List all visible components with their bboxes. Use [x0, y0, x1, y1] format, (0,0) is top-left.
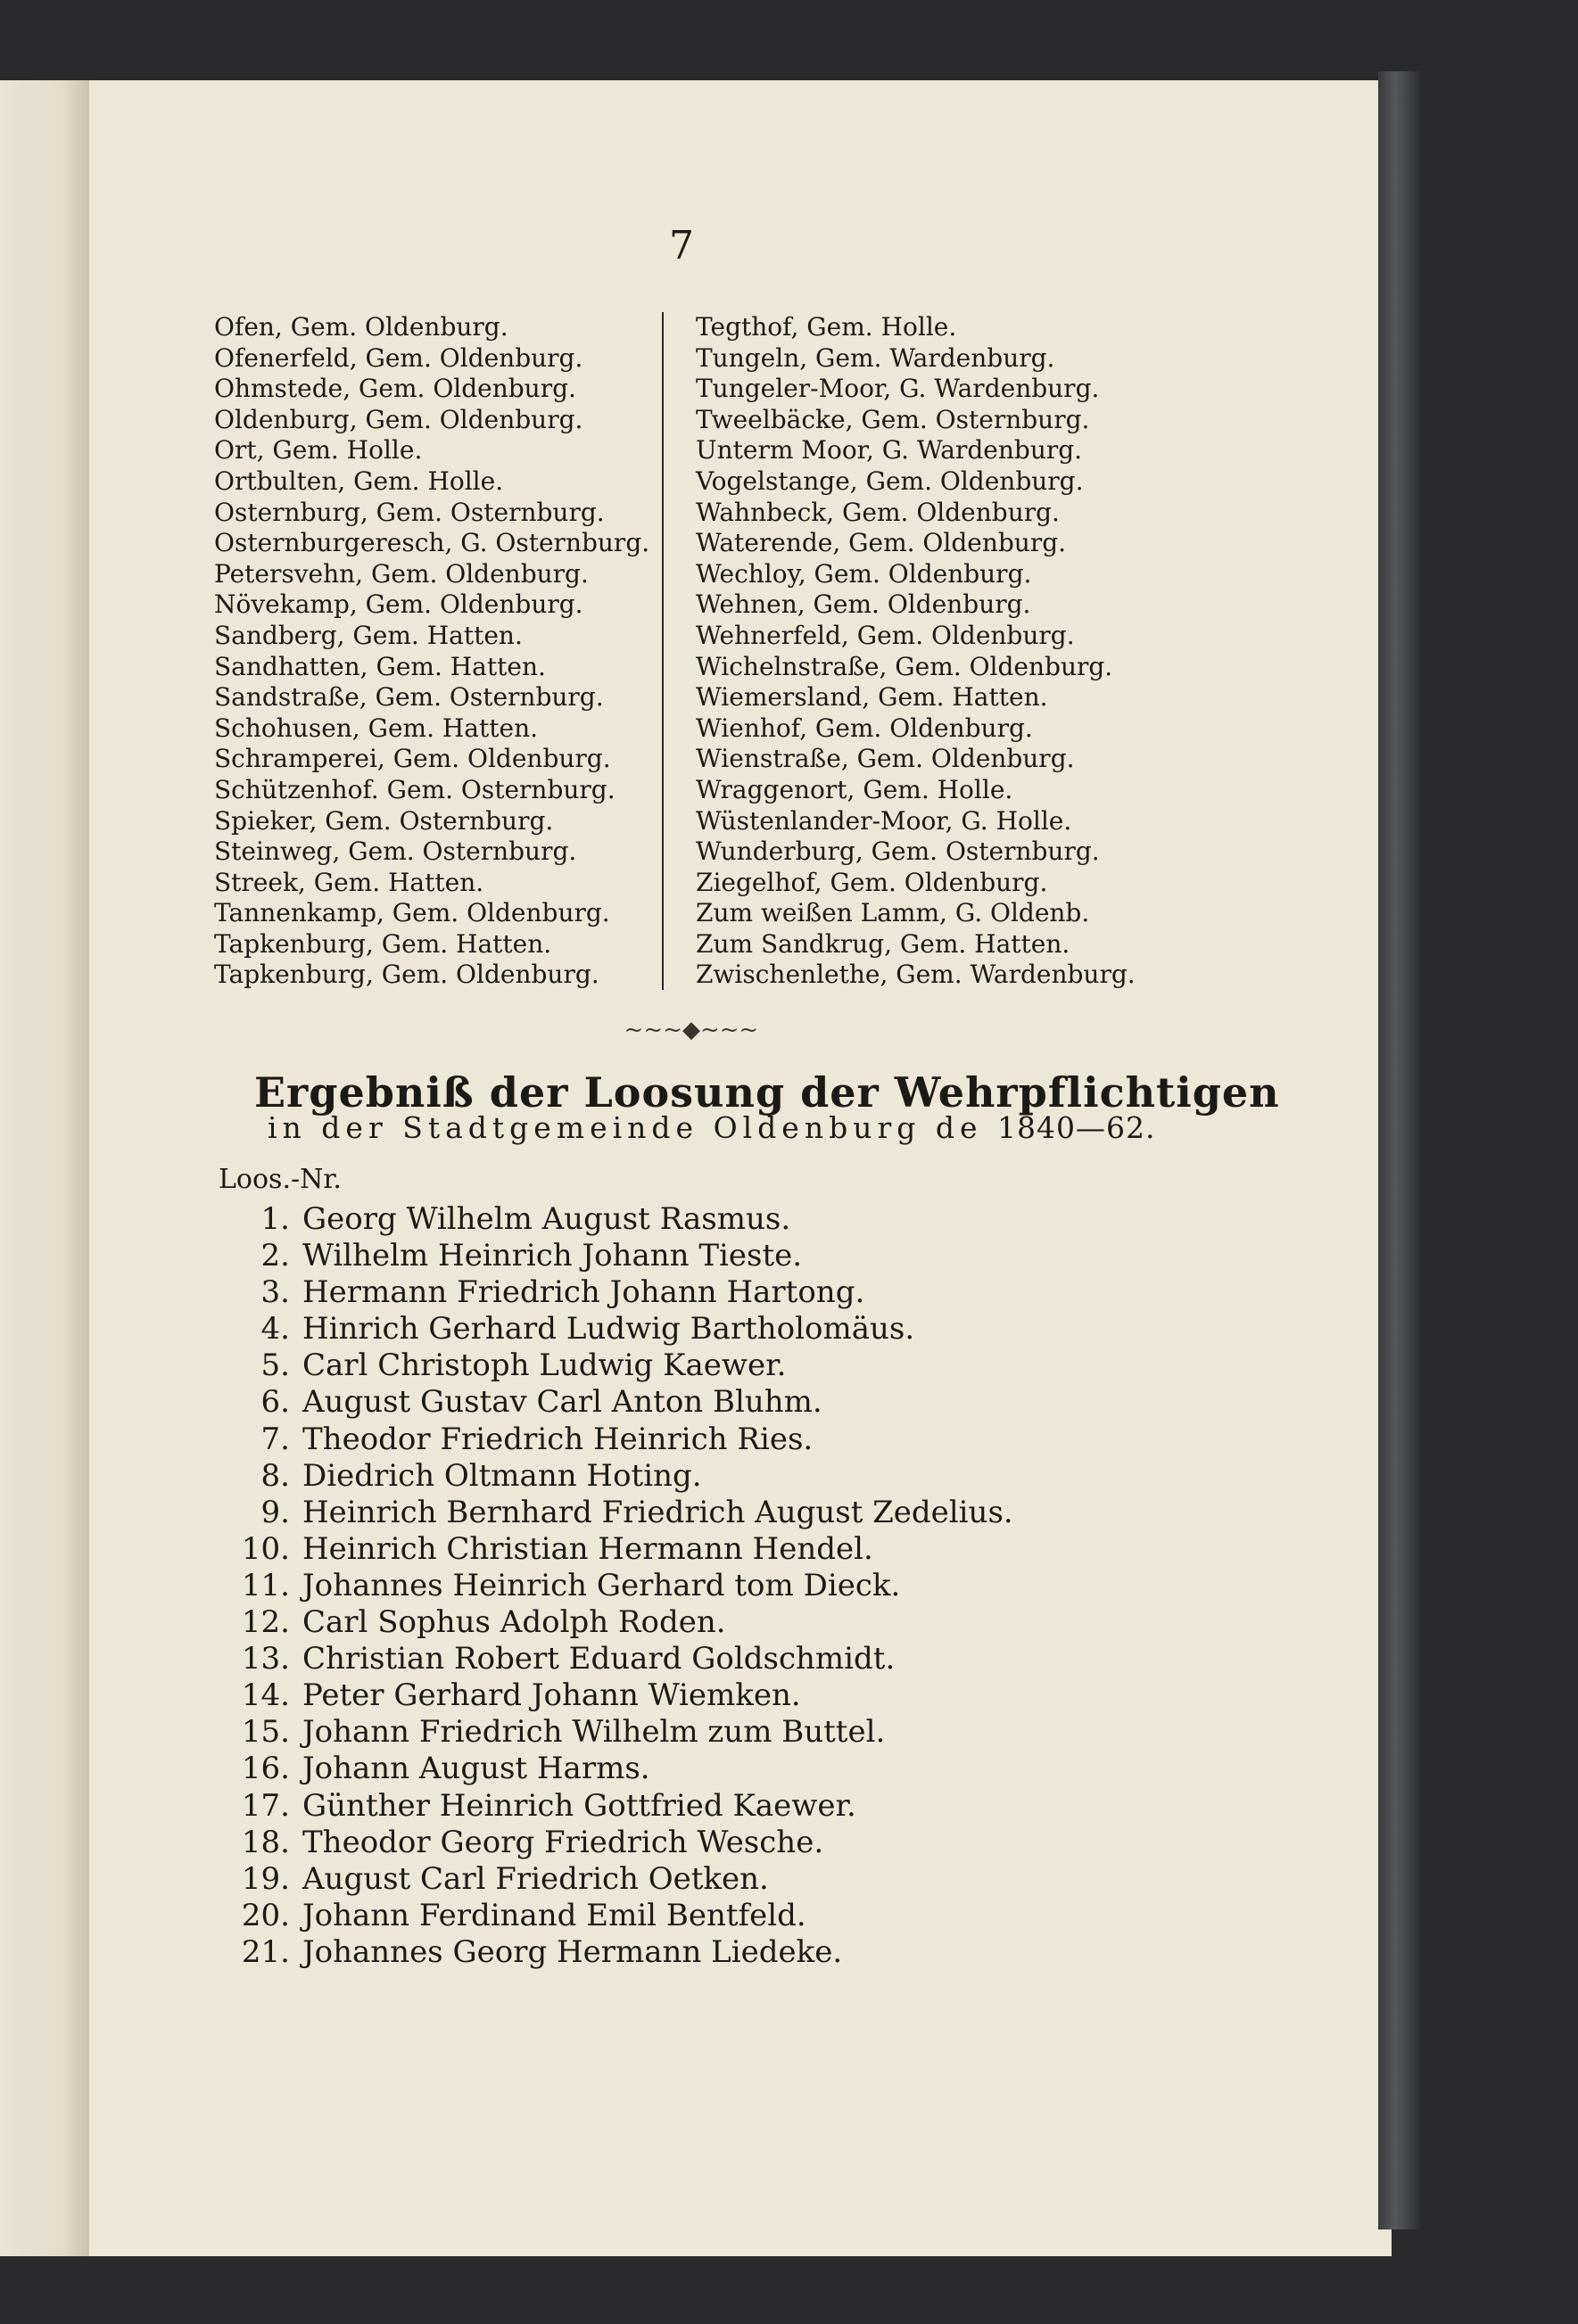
- lottery-name: Johann Friedrich Wilhelm zum Buttel.: [302, 1714, 886, 1751]
- place-entry: Schohusen, Gem. Hatten.: [214, 713, 539, 743]
- lottery-row: [219, 1714, 1013, 1751]
- lottery-row: [219, 1641, 1013, 1677]
- place-entry: Zwischenlethe, Gem. Wardenburg.: [696, 960, 1136, 990]
- place-entry: Ohmstede, Gem. Oldenburg.: [214, 374, 576, 404]
- place-entry: Wraggenort, Gem. Holle.: [696, 774, 1013, 804]
- place-entry: Tungeln, Gem. Wardenburg.: [696, 342, 1055, 373]
- lottery-name: Carl Sophus Adolph Roden.: [302, 1604, 726, 1641]
- lottery-name: Johannes Georg Hermann Liedeke.: [302, 1933, 843, 1970]
- place-entry: Ziegelhof, Gem. Oldenburg.: [696, 867, 1048, 897]
- lottery-number: 14.: [241, 1677, 290, 1714]
- place-entry: Unterm Moor, G. Wardenburg.: [696, 435, 1083, 466]
- lottery-name: Christian Robert Eduard Goldschmidt.: [302, 1641, 896, 1677]
- place-entry: Zum weißen Lamm, G. Oldenb.: [696, 898, 1090, 928]
- facing-page-edge: [0, 80, 89, 2256]
- subheading-text: in der Stadtgemeinde Oldenburg de: [268, 1110, 983, 1145]
- place-entry: Tweelbäcke, Gem. Osternburg.: [696, 404, 1090, 434]
- lottery-number: 11.: [241, 1567, 290, 1603]
- lottery-name: Johann August Harms.: [302, 1751, 650, 1787]
- lottery-number-label: Loos.-Nr.: [219, 1164, 342, 1195]
- lottery-row: [219, 1677, 1013, 1714]
- lottery-number: 15.: [241, 1714, 290, 1751]
- place-entry: Wienhof, Gem. Oldenburg.: [696, 713, 1033, 743]
- lottery-number: 16.: [241, 1751, 290, 1787]
- section-subheading: [268, 1110, 1155, 1145]
- place-entry: Ofen, Gem. Oldenburg.: [214, 312, 508, 342]
- place-entry: Osternburg, Gem. Osternburg.: [214, 497, 605, 527]
- lottery-row: [219, 1604, 1013, 1641]
- place-entry: Wichelnstraße, Gem. Oldenburg.: [696, 651, 1113, 681]
- lottery-name: Hermann Friedrich Johann Hartong.: [302, 1274, 865, 1311]
- lottery-row: [219, 1861, 1013, 1898]
- place-entry: Schützenhof. Gem. Osternburg.: [214, 774, 616, 804]
- lottery-row: [219, 1201, 1013, 1238]
- lottery-row: [219, 1531, 1013, 1568]
- place-entry: Wiemersland, Gem. Hatten.: [696, 682, 1048, 713]
- place-entry: Steinweg, Gem. Osternburg.: [214, 836, 577, 867]
- ornament-divider: ~~~◆~~~: [624, 1017, 759, 1043]
- lottery-name: Diedrich Oltmann Hoting.: [302, 1457, 702, 1494]
- lottery-row: [219, 1458, 1013, 1495]
- lottery-number: 4.: [260, 1311, 290, 1347]
- lottery-number: 18.: [241, 1824, 290, 1860]
- lottery-number: 1.: [260, 1201, 290, 1237]
- lottery-name: Johannes Heinrich Gerhard tom Dieck.: [302, 1567, 901, 1603]
- section-heading: Ergebniß der Loosung der Wehrpflichtigen: [254, 1068, 1280, 1117]
- place-entry: Wehnen, Gem. Oldenburg.: [696, 589, 1031, 620]
- lottery-row: [219, 1788, 1013, 1825]
- lottery-number: 19.: [241, 1860, 290, 1897]
- subheading-years: 1840—62.: [997, 1110, 1156, 1145]
- lottery-name: Hinrich Gerhard Ludwig Bartholomäus.: [302, 1311, 915, 1347]
- page-number: 7: [669, 223, 694, 268]
- lottery-name: Theodor Friedrich Heinrich Ries.: [302, 1421, 814, 1457]
- place-entry: Wahnbeck, Gem. Oldenburg.: [696, 497, 1060, 527]
- lottery-list: [219, 1201, 1013, 1971]
- lottery-number: 9.: [260, 1494, 290, 1530]
- lottery-name: Wilhelm Heinrich Johann Tieste.: [302, 1238, 803, 1274]
- lottery-number: 10.: [241, 1530, 290, 1567]
- lottery-row: [219, 1751, 1013, 1787]
- place-entry: Wehnerfeld, Gem. Oldenburg.: [696, 620, 1075, 650]
- column-divider: [662, 312, 664, 990]
- lottery-number: 20.: [241, 1897, 290, 1933]
- lottery-number: 3.: [260, 1274, 290, 1311]
- lottery-row: [219, 1422, 1013, 1458]
- place-column-right: [696, 312, 1136, 991]
- lottery-number: 7.: [260, 1421, 290, 1457]
- lottery-row: [219, 1311, 1013, 1347]
- place-entry: Tegthof, Gem. Holle.: [696, 312, 957, 342]
- place-entry: Növekamp, Gem. Oldenburg.: [214, 589, 583, 620]
- lottery-row: [219, 1495, 1013, 1531]
- lottery-name: Heinrich Christian Hermann Hendel.: [302, 1530, 873, 1567]
- lottery-name: August Carl Friedrich Oetken.: [302, 1860, 769, 1897]
- place-entry: Tapkenburg, Gem. Hatten.: [214, 928, 552, 959]
- place-column-left: [214, 312, 650, 991]
- lottery-number: 2.: [260, 1238, 290, 1274]
- place-entry: Sandhatten, Gem. Hatten.: [214, 651, 546, 681]
- lottery-name: Georg Wilhelm August Rasmus.: [302, 1201, 791, 1237]
- place-entry: Sandberg, Gem. Hatten.: [214, 620, 523, 650]
- place-entry: Oldenburg, Gem. Oldenburg.: [214, 404, 583, 434]
- place-entry: Streek, Gem. Hatten.: [214, 867, 484, 897]
- place-entry: Ofenerfeld, Gem. Oldenburg.: [214, 342, 583, 373]
- lottery-number: 8.: [260, 1457, 290, 1494]
- place-entry: Wienstraße, Gem. Oldenburg.: [696, 744, 1075, 774]
- place-entry: Wüstenlander-Moor, G. Holle.: [696, 805, 1072, 836]
- lottery-name: Günther Heinrich Gottfried Kaewer.: [302, 1787, 856, 1824]
- place-entry: Ort, Gem. Holle.: [214, 435, 423, 466]
- place-entry: Vogelstange, Gem. Oldenburg.: [696, 466, 1084, 496]
- lottery-name: Johann Ferdinand Emil Bentfeld.: [302, 1897, 806, 1933]
- lottery-row: [219, 1898, 1013, 1934]
- lottery-row: [219, 1384, 1013, 1421]
- place-entry: Wechloy, Gem. Oldenburg.: [696, 558, 1032, 589]
- place-entry: Waterende, Gem. Oldenburg.: [696, 528, 1067, 558]
- lottery-row: [219, 1568, 1013, 1604]
- lottery-row: [219, 1934, 1013, 1971]
- lottery-number: 21.: [241, 1933, 290, 1970]
- place-entry: Spieker, Gem. Osternburg.: [214, 805, 554, 836]
- place-entry: Wunderburg, Gem. Osternburg.: [696, 836, 1100, 867]
- lottery-name: Peter Gerhard Johann Wiemken.: [302, 1677, 801, 1714]
- place-entry: Sandstraße, Gem. Osternburg.: [214, 682, 604, 713]
- lottery-row: [219, 1347, 1013, 1384]
- lottery-number: 12.: [241, 1604, 290, 1641]
- place-entry: Tungeler-Moor, G. Wardenburg.: [696, 374, 1100, 404]
- lottery-name: Theodor Georg Friedrich Wesche.: [302, 1824, 824, 1860]
- lottery-name: Carl Christoph Ludwig Kaewer.: [302, 1347, 787, 1384]
- lottery-number: 6.: [260, 1384, 290, 1421]
- lottery-number: 13.: [241, 1641, 290, 1677]
- place-entry: Tannenkamp, Gem. Oldenburg.: [214, 898, 610, 928]
- lottery-row: [219, 1274, 1013, 1311]
- lottery-name: Heinrich Bernhard Friedrich August Zedelius.: [302, 1494, 1013, 1530]
- lottery-number: 5.: [260, 1347, 290, 1384]
- lottery-row: [219, 1825, 1013, 1861]
- lottery-row: [219, 1238, 1013, 1274]
- place-entry: Schramperei, Gem. Oldenburg.: [214, 744, 611, 774]
- book-spine-edge: [1378, 71, 1421, 2229]
- place-entry: Petersvehn, Gem. Oldenburg.: [214, 558, 589, 589]
- place-entry: Osternburgeresch, G. Osternburg.: [214, 528, 650, 558]
- place-entry: Ortbulten, Gem. Holle.: [214, 466, 504, 496]
- place-entry: Tapkenburg, Gem. Oldenburg.: [214, 960, 599, 990]
- place-entry: Zum Sandkrug, Gem. Hatten.: [696, 928, 1070, 959]
- lottery-number: 17.: [241, 1787, 290, 1824]
- lottery-name: August Gustav Carl Anton Bluhm.: [302, 1384, 822, 1421]
